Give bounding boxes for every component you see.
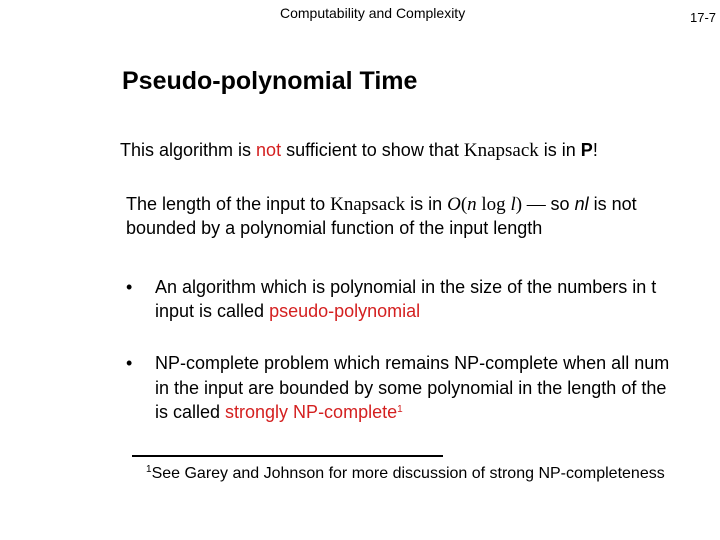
para2-text-2: is in: [405, 194, 448, 214]
knapsack-term: Knapsack: [330, 194, 406, 215]
footnote-text: See Garey and Johnson for more discussion of strong NP-completeness: [151, 465, 665, 482]
para2-text-3: so: [550, 194, 575, 214]
class-P: P: [580, 140, 593, 160]
footnote-marker: 1: [397, 404, 403, 415]
footnote-divider: [132, 455, 443, 457]
bullet1-text: input is called: [155, 301, 270, 321]
bullet-2-marker: •: [126, 353, 133, 373]
knapsack-term: Knapsack: [463, 140, 539, 161]
page-title: Pseudo-polynomial Time: [122, 67, 418, 95]
para2-text-4: is not: [588, 194, 637, 214]
bullet-1-marker: •: [126, 277, 133, 297]
complexity-expression: O(n log l): [447, 194, 523, 215]
bullet-1-line1: An algorithm which is polynomial in the size of the numbers in t: [155, 277, 657, 297]
bullet-2-line3: [155, 402, 403, 423]
page-number: 17-7: [690, 10, 717, 25]
paragraph-algorithm-not-sufficient: [120, 140, 598, 162]
footnote-number: 1: [146, 464, 152, 475]
bullet-2-line2: in the input are bounded by some polynomial in the length of the: [155, 378, 667, 398]
paragraph-input-length-line2: bounded by a polynomial function of the input length: [126, 218, 543, 238]
term-strongly-np-complete: strongly NP-complete: [225, 402, 398, 422]
bullet-1-line2: [155, 301, 420, 322]
para1-text-3: is in: [538, 140, 581, 160]
footnote: [146, 464, 665, 483]
paragraph-input-length: [126, 194, 637, 216]
em-dash: —: [522, 194, 551, 215]
bullet-2-line1: NP-complete problem which remains NP-complete when all num: [155, 353, 670, 373]
header-course: Computability and Complexity: [280, 5, 466, 21]
para1-text-1: This algorithm is: [120, 140, 257, 160]
para2-text-1: The length of the input to: [126, 194, 331, 214]
term-pseudo-polynomial: pseudo-polynomial: [269, 301, 421, 321]
para1-text-2: sufficient to show that: [281, 140, 464, 160]
para1-text-4: !: [592, 140, 598, 160]
emphasis-not: not: [256, 140, 282, 160]
bullet2-text: is called: [155, 402, 226, 422]
nl-term: nl: [574, 194, 589, 214]
